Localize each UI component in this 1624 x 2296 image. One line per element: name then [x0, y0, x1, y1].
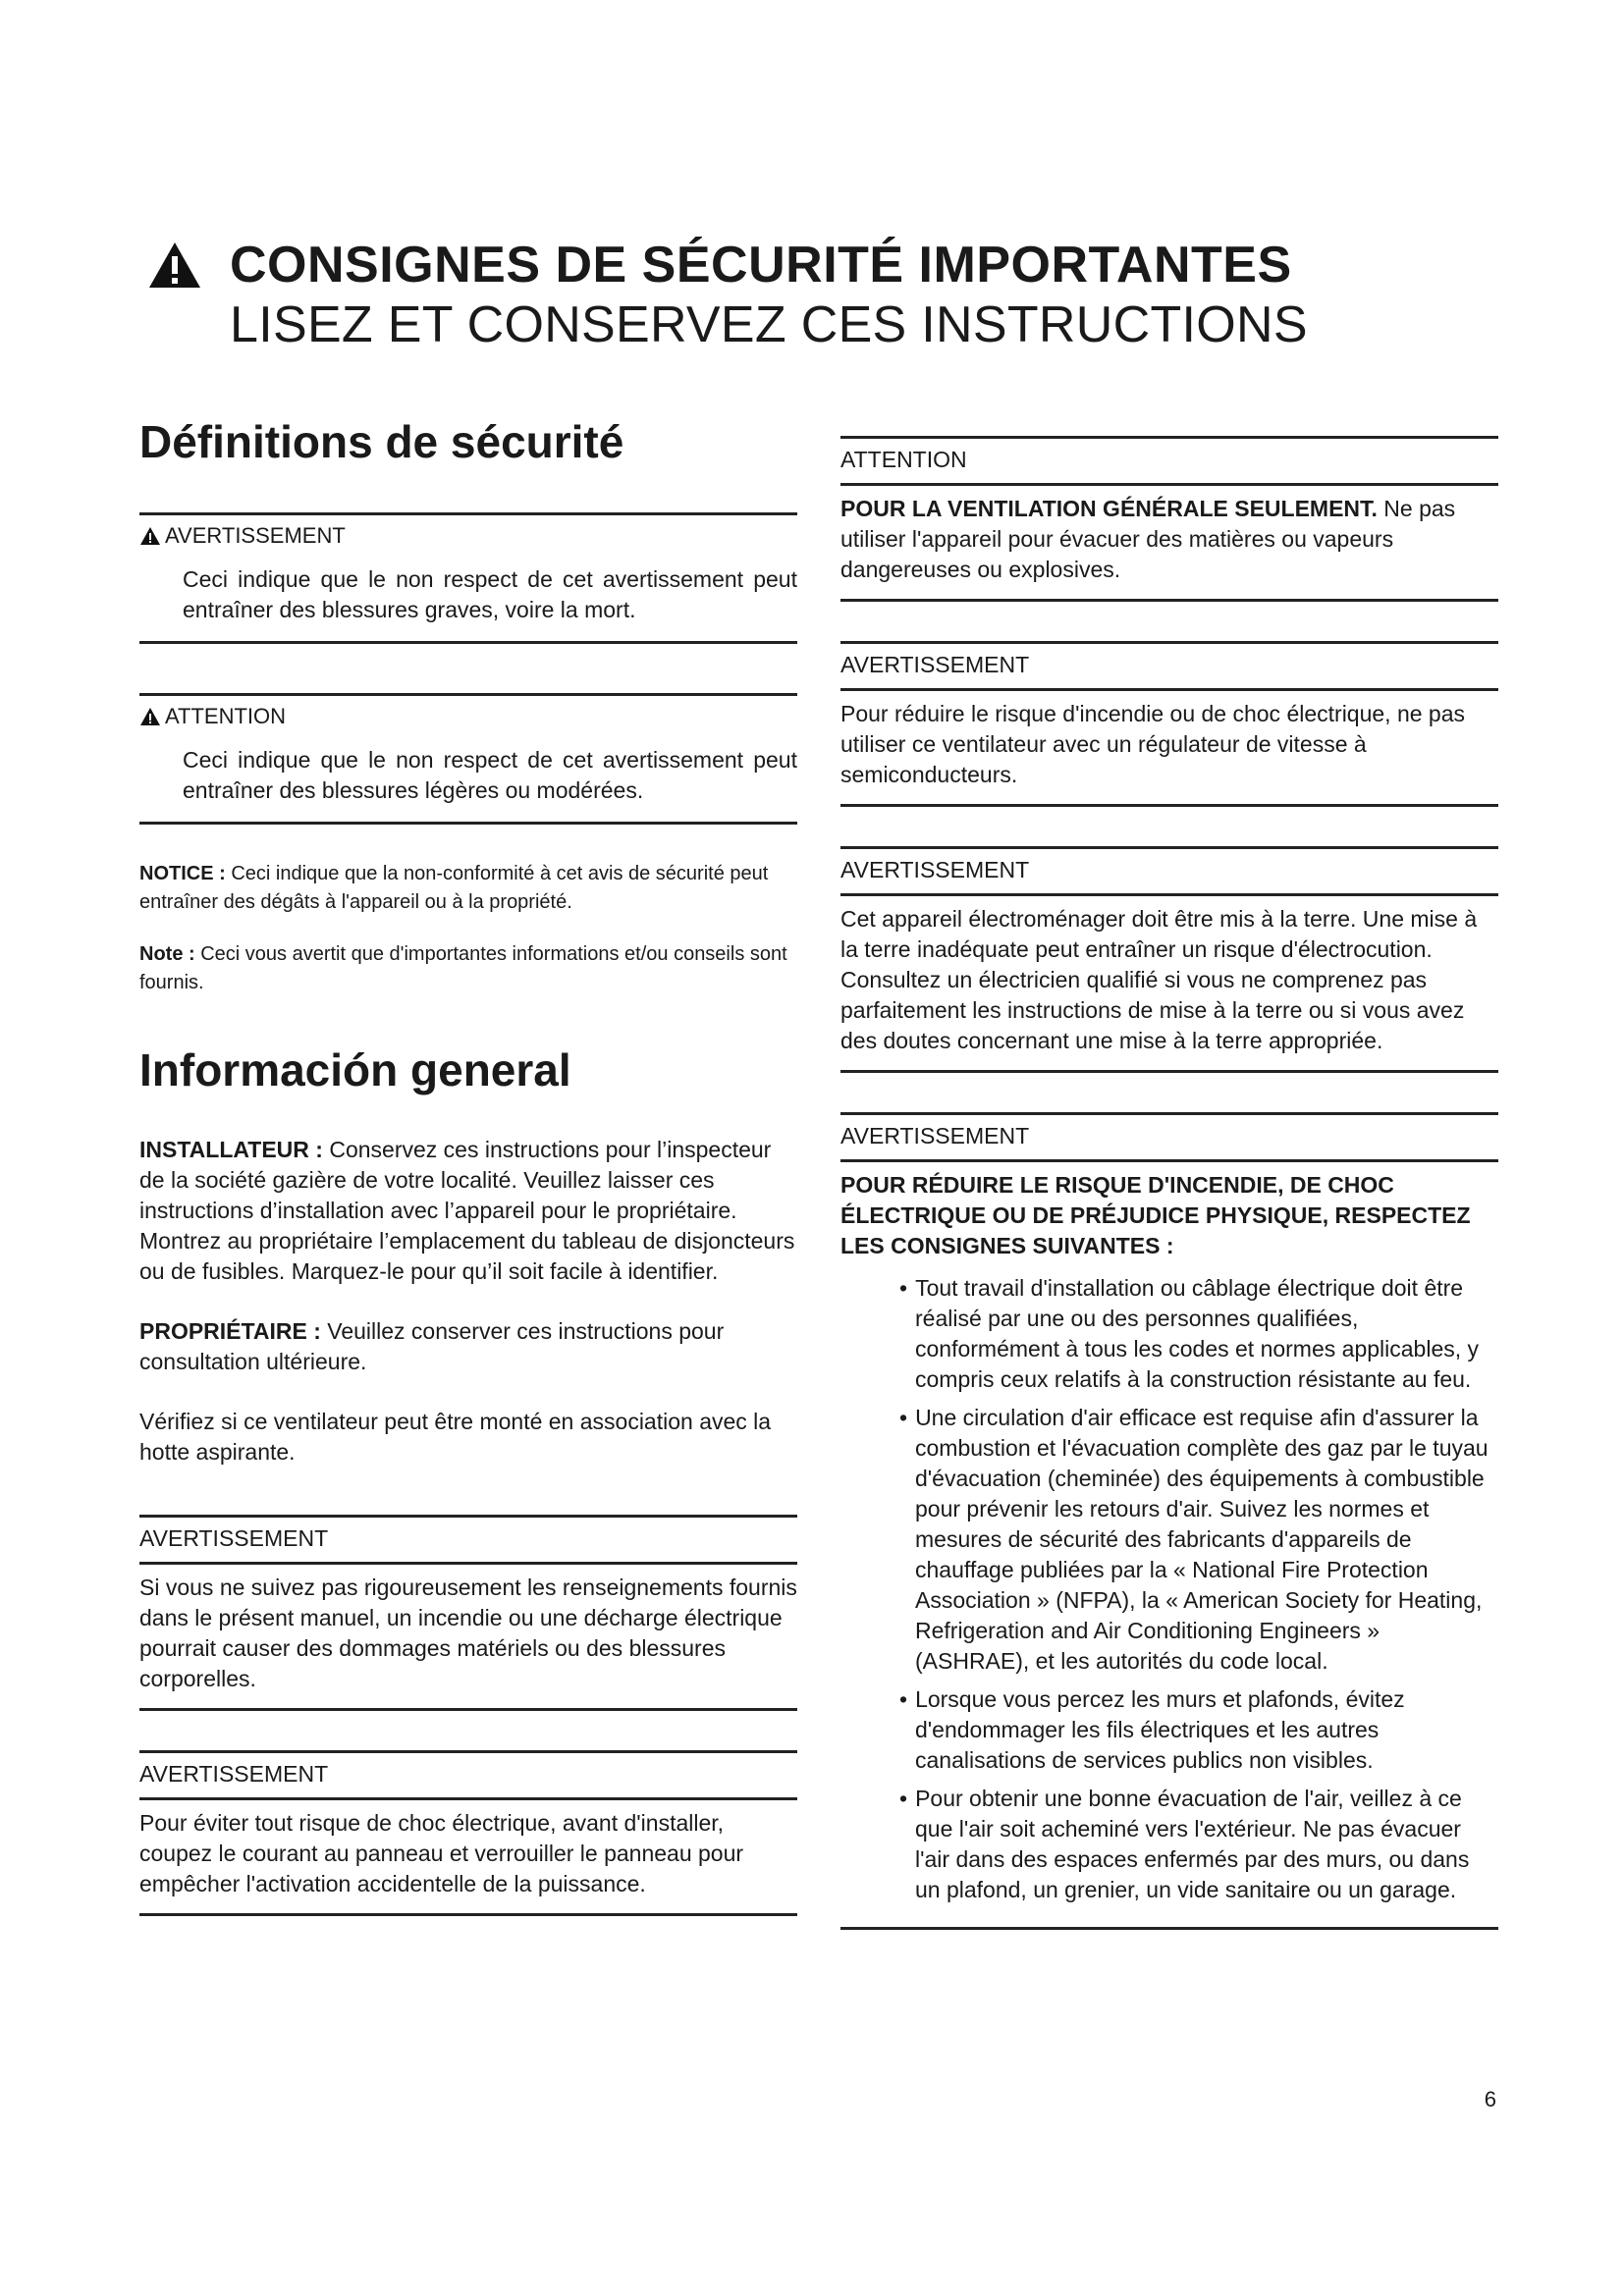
list-item: • Une circulation d'air efficace est requise afin d'assurer la combustion et l'évacuation complète des gaz par le tuyau d'évacuation (cheminée) des équipements à combustible pour prévenir les retours d'air. Suivez les normes et mesures de sécurité des fabricants d'appareils de chauffage publiées par la « National Fire Protection Association » (NFPA), la « American Society for Heating, Refrigeration and Air Conditioning Engineers » (ASHRAE), et les autorités du code local.: [884, 1403, 1498, 1677]
definition-caution-label: ATTENTION: [165, 704, 287, 728]
page-number: 6: [1484, 2087, 1496, 2111]
warning-triangle-icon: [147, 240, 202, 290]
grounding-warning-text: Cet appareil électroménager doit être mis à la terre. Une mise à la terre inadéquate peut entraîner un risque d'électrocution. Consultez un électricien qualifié si vous ne comprenez pas parfaitement les instructions de mise à la terre ou si vous avez des doutes concernant une mise à la terre appropriée.: [840, 906, 1478, 1053]
notice-text: Ceci indique que la non-conformité à cet avis de sécurité peut entraîner des dégâts à l'appareil ou à la propriété.: [139, 863, 769, 913]
general-warning-label-2: AVERTISSEMENT: [139, 1753, 797, 1800]
general-warning-text-2: Pour éviter tout risque de choc électrique, avant d'installer, coupez le courant au panneau et verrouiller le panneau pour empêcher l'activation accidentelle de la puissance.: [139, 1810, 744, 1896]
ventilation-caution-label: ATTENTION: [840, 439, 1498, 486]
definition-warning-box: [139, 512, 797, 644]
fire-shock-warning-label: AVERTISSEMENT: [840, 1115, 1498, 1162]
verify-paragraph: Vérifiez si ce ventilateur peut être monté en association avec la hotte aspirante.: [139, 1409, 772, 1465]
warning-triangle-icon: [139, 707, 161, 726]
fire-shock-warning-body: [840, 1162, 1498, 1927]
installer-label: INSTALLATEUR :: [139, 1137, 323, 1162]
definitions-heading: Définitions de sécurité: [139, 416, 624, 467]
fire-shock-warning-heading: POUR RÉDUIRE LE RISQUE D'INCENDIE, DE CHOC ÉLECTRIQUE OU DE PRÉJUDICE PHYSIQUE, RESPECTEZ LES CONSIGNES SUIVANTES :: [840, 1172, 1471, 1258]
fire-shock-warning-box: [840, 1112, 1498, 1930]
installer-text: Conservez ces instructions pour l’inspecteur de la société gazière de votre localité. Veuillez laisser ces instructions d’installation avec l’appareil pour le propriétaire. Montrez au propriétaire l’emplacement du tableau de disjoncteurs ou de fusibles. Marquez-le pour qu’il soit facile à identifier.: [139, 1137, 795, 1284]
ventilation-caution-bold: POUR LA VENTILATION GÉNÉRALE SEULEMENT.: [840, 496, 1378, 521]
speed-control-warning-text: Pour réduire le risque d'incendie ou de choc électrique, ne pas utiliser ce ventilateur avec un régulateur de vitesse à semiconducteurs.: [840, 701, 1466, 787]
definition-caution-label-row: [139, 696, 797, 739]
definition-warning-text: Ceci indique que le non respect de cet avertissement peut entraîner des blessures graves, voire la mort.: [183, 566, 797, 622]
grounding-warning-box: [840, 846, 1498, 1073]
definition-caution-text: Ceci indique que le non respect de cet avertissement peut entraîner des blessures légères ou modérées.: [183, 747, 797, 803]
safety-bullet-list: [840, 1273, 1498, 1905]
page-title: CONSIGNES DE SÉCURITÉ IMPORTANTES: [230, 237, 1292, 294]
general-info-heading: Información general: [139, 1044, 571, 1095]
notice-paragraph: [139, 860, 797, 917]
list-item: • Pour obtenir une bonne évacuation de l'air, veillez à ce que l'air soit acheminé vers l'extérieur. Ne pas évacuer l'air dans des espaces enfermés par des murs, ou dans un plafond, un grenier, un vide sanitaire ou un garage.: [884, 1784, 1498, 1905]
ventilation-caution-box: [840, 436, 1498, 602]
title-row: [147, 236, 1502, 294]
right-column: [840, 436, 1498, 1930]
owner-label: PROPRIÉTAIRE :: [139, 1318, 321, 1344]
page-subtitle: LISEZ ET CONSERVEZ CES INSTRUCTIONS: [230, 296, 1308, 353]
note-text: Ceci vous avertit que d'importantes informations et/ou conseils sont fournis.: [139, 943, 787, 993]
list-item: • Tout travail d'installation ou câblage électrique doit être réalisé par une ou des personnes qualifiées, conformément à tous les codes et normes applicables, y compris ceux relatifs à la construction résistante au feu.: [884, 1273, 1498, 1395]
owner-paragraph: [139, 1316, 797, 1377]
notice-label: NOTICE :: [139, 863, 226, 884]
definition-warning-label: AVERTISSEMENT: [165, 523, 346, 548]
note-label: Note :: [139, 943, 195, 965]
note-paragraph: [139, 940, 797, 997]
speed-control-warning-label: AVERTISSEMENT: [840, 644, 1498, 691]
speed-control-warning-box: [840, 641, 1498, 807]
list-item: • Lorsque vous percez les murs et plafonds, évitez d'endommager les fils électriques et les autres canalisations de services publics non visibles.: [884, 1684, 1498, 1776]
ventilation-caution-body: [840, 486, 1498, 599]
general-warning-label-1: AVERTISSEMENT: [139, 1518, 797, 1565]
general-warning-box-2: [139, 1750, 797, 1916]
page-header: [147, 236, 1502, 355]
general-warning-box-1: [139, 1515, 797, 1711]
ventilation-caution-text: Ne pas utiliser l'appareil pour évacuer des matières ou vapeurs dangereuses ou explosives.: [840, 496, 1456, 582]
warning-triangle-icon: [139, 526, 161, 546]
general-warning-text-1: Si vous ne suivez pas rigoureusement les renseignements fournis dans le présent manuel, un incendie ou une décharge électrique pourrait causer des dommages matériels ou des blessures corporelles.: [139, 1575, 797, 1691]
grounding-warning-label: AVERTISSEMENT: [840, 849, 1498, 896]
definition-warning-label-row: [139, 515, 797, 559]
left-column: [139, 412, 797, 1916]
owner-text: Veuillez conserver ces instructions pour consultation ultérieure.: [139, 1318, 725, 1374]
installer-paragraph: [139, 1135, 797, 1287]
definition-caution-box: [139, 693, 797, 825]
